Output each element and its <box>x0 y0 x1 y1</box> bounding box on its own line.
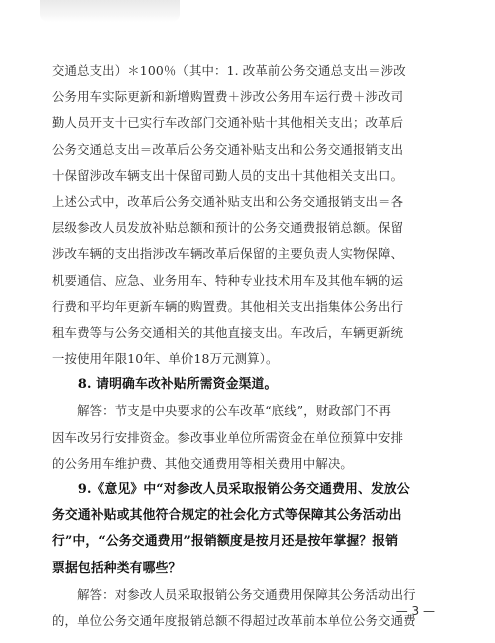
body-text-line: 因车改另行安排资金。参改事业单位所需资金在单位预算中安排 <box>52 429 404 445</box>
question-heading-line: 票据包括种类有哪些？ <box>52 560 182 576</box>
body-text-line: 行费和平均年更新车辆的购置费。其他相关支出指集体公务出行 <box>52 298 404 314</box>
body-text-line: 层级参改人员发放补贴总额和预计的公务交通费报销总额。保留 <box>52 220 404 236</box>
scan-smudge <box>40 0 180 22</box>
document-body <box>52 58 452 634</box>
body-text-line: 租车费等与公务交通相关的其他直接支出。车改后，车辆更新统 <box>52 324 404 340</box>
body-text-line: 一按使用年限10年、单价18万元测算）。 <box>52 351 279 367</box>
page-number: — 3 — <box>395 604 435 618</box>
body-text-line: 上述公式中，改革后公务交通补贴支出和公务交通报销支出＝各 <box>52 193 404 209</box>
body-text-line: 解答：节支是中央要求的公车改革“底线”，财政部门不再 <box>52 403 392 419</box>
body-text-line: 公务用车实际更新和新增购置费＋涉改公务用车运行费＋涉改司 <box>52 89 404 105</box>
body-text-line: 勤人员开支十已实行车改部门交通补贴十其他相关支出；改革后 <box>52 115 404 131</box>
body-text-line: 的公务用车维护费、其他交通费用等相关费用中解决。 <box>52 455 353 471</box>
body-text-line: 十保留涉改车辆支出十保留司勤人员的支出十其他相关支出口。 <box>52 167 404 183</box>
body-text-line: 解答：对参改人员采取报销公务交通费用保障其公务活动出行 <box>52 586 416 602</box>
body-text-line: 的，单位公务交通年度报销总额不得超过改革前本单位公务交通费 <box>52 612 416 628</box>
body-text-line: 机要通信、应急、业务用车、特种专业技术用车及其他车辆的运 <box>52 272 404 288</box>
body-text-line: 涉改车辆的支出指涉改车辆改革后保留的主要负责人实物保障、 <box>52 246 404 262</box>
question-heading-line: 8. 请明确车改补贴所需资金渠道。 <box>52 377 278 393</box>
body-text-line: 交通总支出）＊100％（其中：1. 改革前公务交通总支出＝涉改 <box>52 63 406 78</box>
question-heading-line: 行”中，“公务交通费用”报销额度是按月还是按年掌握？报销 <box>52 534 399 550</box>
body-text-line: 公务交通总支出＝改革后公务交通补贴支出和公务交通报销支出 <box>52 141 404 157</box>
question-heading-line: 9.《意见》中“对参改人员采取报销公务交通费用、发放公 <box>52 482 410 497</box>
question-heading-line: 务交通补贴或其他符合规定的社会化方式等保障其公务活动出 <box>52 508 402 524</box>
